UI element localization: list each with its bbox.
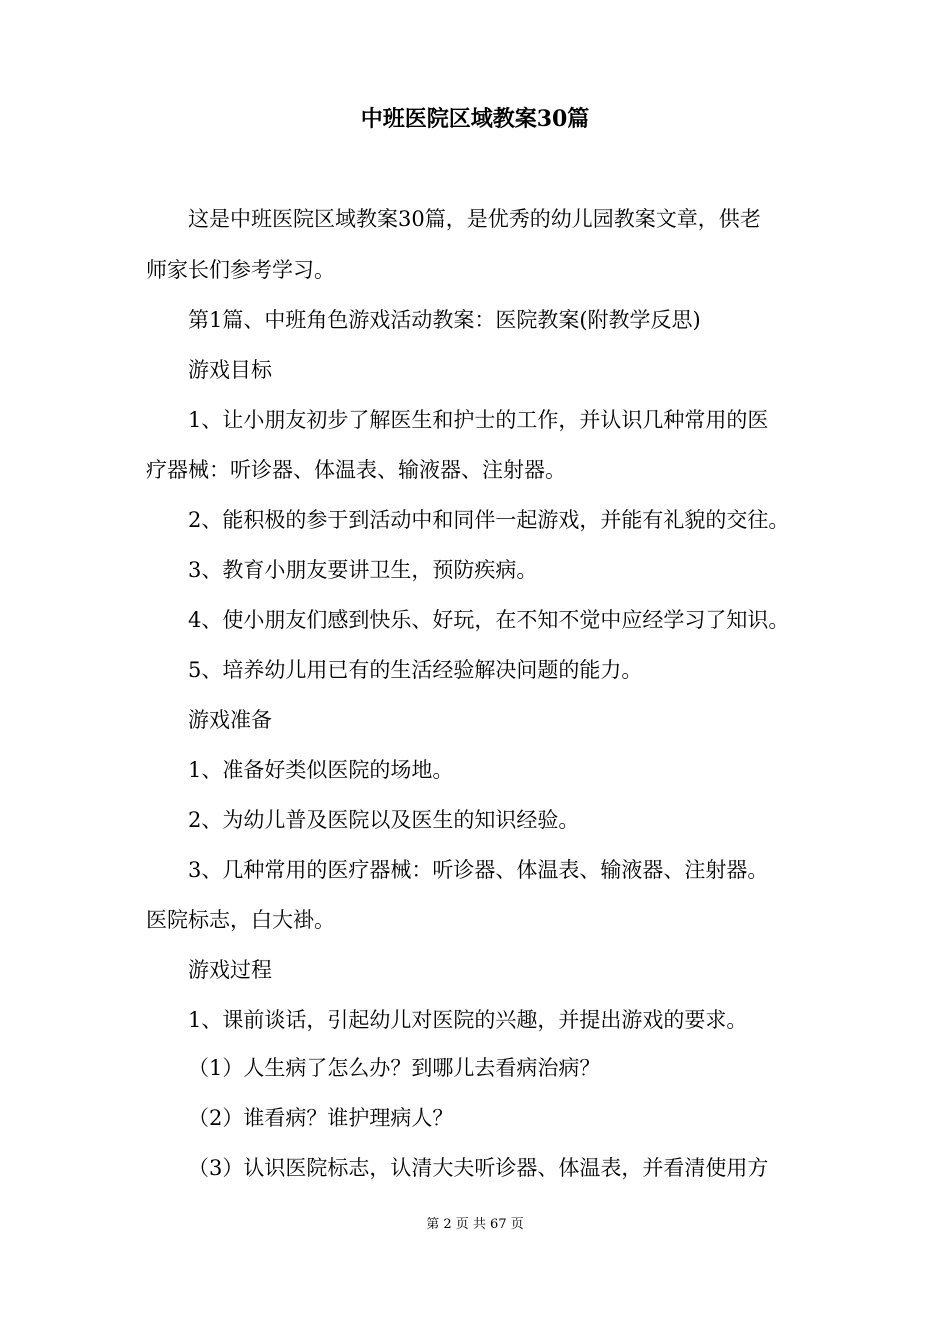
section-heading: 游戏过程 xyxy=(188,958,272,982)
page-number: 第 2 页 共 67 页 xyxy=(426,1217,524,1232)
paragraph-line: 2、为幼儿普及医院以及医生的知识经验。 xyxy=(188,808,580,832)
paragraph-line: 1、课前谈话，引起幼儿对医院的兴趣，并提出游戏的要求。 xyxy=(188,1008,748,1032)
paragraph-line: 疗器械：听诊器、体温表、输液器、注射器。 xyxy=(146,458,566,482)
paragraph-line: （3）认识医院标志，认清大夫听诊器、体温表，并看清使用方 xyxy=(188,1156,769,1180)
paragraph-line: 2、能积极的参于到活动中和同伴一起游戏，并能有礼貌的交往。 xyxy=(188,508,790,532)
paragraph-line: 3、教育小朋友要讲卫生，预防疾病。 xyxy=(188,558,538,582)
paragraph-line: 5、培养幼儿用已有的生活经验解决问题的能力。 xyxy=(188,658,643,682)
paragraph-line: 4、使小朋友们感到快乐、好玩，在不知不觉中应经学习了知识。 xyxy=(188,608,790,632)
paragraph-line: 3、几种常用的医疗器械：听诊器、体温表、输液器、注射器。 xyxy=(188,858,769,882)
paragraph-line: 1、准备好类似医院的场地。 xyxy=(188,758,454,782)
paragraph-line: 医院标志，白大褂。 xyxy=(146,908,335,932)
section-heading: 第1篇、中班角色游戏活动教案：医院教案(附教学反思) xyxy=(188,308,701,332)
paragraph-line: 师家长们参考学习。 xyxy=(146,258,335,282)
document-title: 中班医院区域教案30篇 xyxy=(360,106,590,132)
section-heading: 游戏准备 xyxy=(188,708,272,732)
paragraph-line: 1、让小朋友初步了解医生和护士的工作，并认识几种常用的医 xyxy=(188,408,769,432)
paragraph-line: 这是中班医院区域教案30篇，是优秀的幼儿园教案文章，供老 xyxy=(188,207,761,231)
paragraph-line: （1）人生病了怎么办？到哪儿去看病治病？ xyxy=(188,1056,601,1080)
paragraph-line: （2）谁看病？谁护理病人？ xyxy=(188,1106,454,1130)
section-heading: 游戏目标 xyxy=(188,358,272,382)
